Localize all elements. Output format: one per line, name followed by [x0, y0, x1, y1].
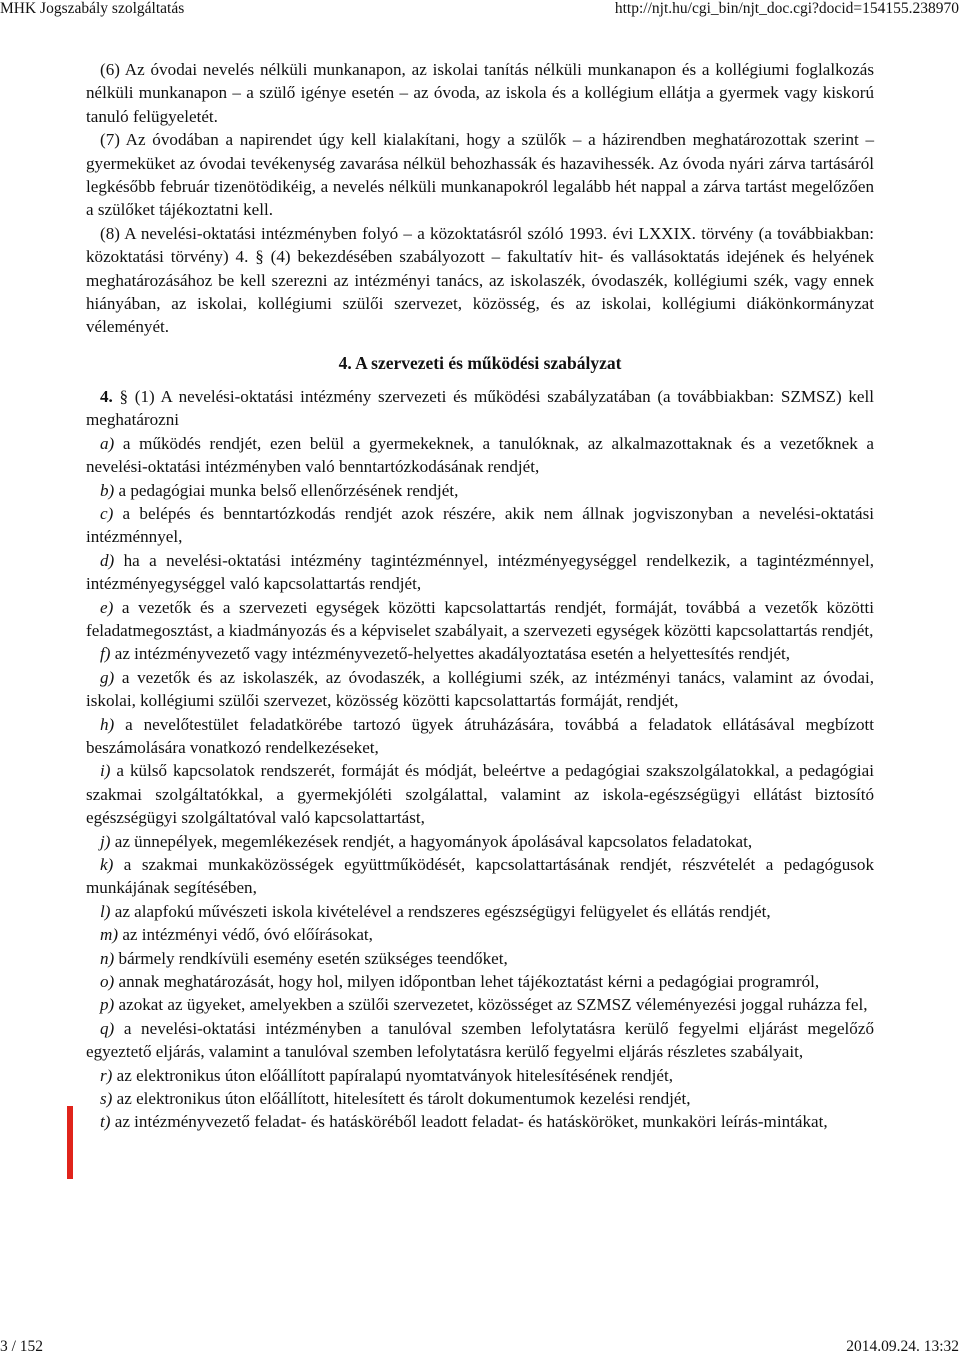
item-letter: o)	[100, 972, 115, 992]
item-letter: q)	[100, 1018, 115, 1038]
section-4-intro	[86, 385, 874, 432]
item-text: a pedagógiai munka belső ellenőrzésének rendjét,	[114, 480, 459, 500]
item-list	[86, 432, 874, 1134]
item-letter: g)	[100, 667, 115, 687]
paragraph-7: (7) Az óvodában a napirendet úgy kell kialakítani, hogy a szülők – a házirendben meghatározottak szerint – gyermeküket az óvodai tevékenység zavarása nélkül behozhassák és hazavihessék. Az óvoda nyári zárva tartásáról legkésőbb február tizenötödikéig, a nevelés nélküli munkanapokról legalább hét nappal a zárva tartást megelőzően a szülőket tájékoztatni kell.	[86, 130, 874, 220]
list-item	[86, 830, 874, 853]
list-item	[86, 759, 874, 829]
item-letter: f)	[100, 644, 111, 664]
list-item	[86, 923, 874, 946]
item-text: a szakmai munkaközösségek együttműködését, kapcsolattartásának rendjét, részvételét a pedagógusok munkájának segítésében,	[86, 855, 874, 898]
section-title: 4. A szervezeti és működési szabályzat	[338, 352, 622, 373]
change-marker-bar	[67, 1106, 73, 1179]
page-header	[0, 0, 960, 20]
list-item	[86, 1087, 874, 1110]
list-item	[86, 993, 874, 1016]
item-letter: k)	[100, 855, 114, 874]
item-letter: i)	[100, 761, 111, 781]
list-item	[86, 549, 874, 596]
item-text: ha a nevelési-oktatási intézmény tagintézménnyel, intézményegységgel rendelkezik, a tagintézménnyel, intézményegységgel való kapcsolattartás rendjét,	[86, 550, 874, 594]
item-letter: r)	[100, 1065, 113, 1085]
section-4-text: § (1) A nevelési-oktatási intézmény szervezeti és működési szabályzatában (a továbbiakban: SZMSZ) kell meghatározni	[86, 386, 874, 430]
item-text: bármely rendkívüli esemény esetén szükséges teendőket,	[114, 948, 508, 968]
item-letter: t)	[100, 1112, 111, 1132]
item-letter: e)	[100, 597, 114, 617]
item-text: a nevelési-oktatási intézményben a tanulóval szemben lefolytatásra kerülő fegyelmi eljárást megelőző egyeztető eljárás, valamint a tanulóval szemben lefolytatásra kerülő fegyelmi eljárás részletes szabályait,	[86, 1018, 874, 1062]
item-letter: s)	[100, 1089, 113, 1109]
item-text: az intézményvezető vagy intézményvezető-helyettes akadályoztatása esetén a helyettesítés rendjét,	[110, 644, 791, 664]
item-text: a működés rendjét, ezen belül a gyermekeknek, a tanulóknak, az alkalmazottaknak és a vezetőknek a nevelési-oktatási intézményben való benntartózkodásának rendjét,	[86, 433, 874, 477]
item-letter: d)	[100, 550, 115, 570]
item-text: annak meghatározását, hogy hol, milyen időpontban lehet tájékoztatást kérni a pedagógiai programról,	[114, 972, 820, 992]
item-letter: j)	[100, 831, 111, 851]
item-letter: p)	[100, 995, 115, 1015]
item-text: azokat az ügyeket, amelyekben a szülői szervezetet, közösséget az SZMSZ véleményezési joggal ruházza fel,	[114, 995, 868, 1015]
item-text: a vezetők és a szervezeti egységek közötti kapcsolattartás rendjét, formáját, továbbá a vezetők közötti feladatmegosztást, a kiadmányozás és a képviselet szabályait, a szervezeti egységek közötti kapcsolattartás rendjét,	[86, 597, 874, 640]
page-footer	[0, 1338, 960, 1358]
document-body	[86, 58, 874, 1134]
list-item	[86, 1110, 874, 1133]
item-text: az alapfokú művészeti iskola kivételével a rendszeres egészségügyi felügyelet és ellátás rendjét,	[110, 901, 771, 921]
list-item	[86, 432, 874, 479]
item-text: az elektronikus úton előállított papíralapú nyomtatványok hitelesítésének rendjét,	[112, 1065, 673, 1085]
list-item	[86, 479, 874, 502]
item-text: a vezetők és az iskolaszék, az óvodaszék, a kollégiumi szék, az intézményi tanács, valamint az óvodai, iskolai, kollégiumi szülői szervezet, közösség közötti kapcsolattartás formáját, rendjét,	[86, 667, 874, 711]
item-letter: h)	[100, 714, 115, 734]
item-text: az ünnepélyek, megemlékezések rendjét, a hagyományok ápolásával kapcsolatos feladatokat,	[110, 831, 753, 851]
list-item	[86, 947, 874, 970]
item-text: az intézményi védő, óvó előírásokat,	[118, 925, 373, 945]
list-item	[86, 666, 874, 713]
item-letter: m)	[100, 925, 119, 945]
list-item	[86, 853, 874, 900]
page-number: 3 / 152	[0, 1338, 44, 1355]
item-letter: b)	[100, 480, 115, 500]
list-item	[86, 642, 874, 665]
item-text: az intézményvezető feladat- és hatásköréből leadott feladat- és hatásköröket, munkaköri leírás-mintákat,	[110, 1112, 828, 1132]
item-letter: c)	[100, 503, 114, 523]
site-name: MHK Jogszabály szolgáltatás	[0, 0, 185, 17]
list-item	[86, 596, 874, 643]
item-letter: l)	[100, 901, 111, 921]
list-item	[86, 713, 874, 760]
item-letter: n)	[100, 948, 115, 968]
print-timestamp: 2014.09.24. 13:32	[846, 1338, 959, 1355]
section-4-number: 4.	[100, 386, 113, 406]
paragraph-6: (6) Az óvodai nevelés nélküli munkanapon, az iskolai tanítás nélküli munkanapon és a kollégiumi foglalkozás nélküli munkanapon – a szülő igénye esetén – az óvoda, az iskola és a kollégium ellátja a gyermek vagy kiskorú tanuló felügyeletét.	[86, 60, 874, 126]
item-text: az elektronikus úton előállított, hitelesített és tárolt dokumentumok kezelési rendjét,	[112, 1089, 691, 1109]
paragraph-8: (8) A nevelési-oktatási intézményben folyó – a közoktatásról szóló 1993. évi LXXIX. törvény (a továbbiakban: közoktatási törvény) 4. § (4) bekezdésében szabályozott – fakultatív hit- és vallásoktatás idejének és helyének meghatározásához be kell szerezni az intézményi tanács, az iskolaszék, óvodaszék, kollégiumi szék, vagy ennek hiányában, az iskolai, kollégiumi szülői szervezet, közösség, és az iskolai, kollégiumi diákönkormányzat véleményét.	[86, 223, 874, 337]
list-item	[86, 1064, 874, 1087]
item-text: a nevelőtestület feladatkörébe tartozó ügyek átruházására, továbbá a feladatok ellátásával megbízott beszámolására vonatkozó rendelkezéseket,	[86, 714, 874, 757]
list-item	[86, 502, 874, 549]
list-item	[86, 970, 874, 993]
item-letter: a)	[100, 433, 115, 453]
list-item	[86, 900, 874, 923]
item-text: a külső kapcsolatok rendszerét, formáját és módját, beleértve a pedagógiai szakszolgálatokkal, a pedagógiai szakmai szolgáltatókkal, a gyermekjóléti szolgálattal, valamint az iskola-egészségügyi ellátást biztosító egészségügyi szolgáltatóval való kapcsolattartást,	[86, 761, 874, 828]
document-url[interactable]: http://njt.hu/cgi_bin/njt_doc.cgi?docid=154155.238970	[614, 0, 959, 17]
list-item	[86, 1017, 874, 1064]
item-text: a belépés és benntartózkodás rendjét azok részére, akik nem állnak jogviszonyban a nevelési-oktatási intézménnyel,	[86, 503, 874, 547]
